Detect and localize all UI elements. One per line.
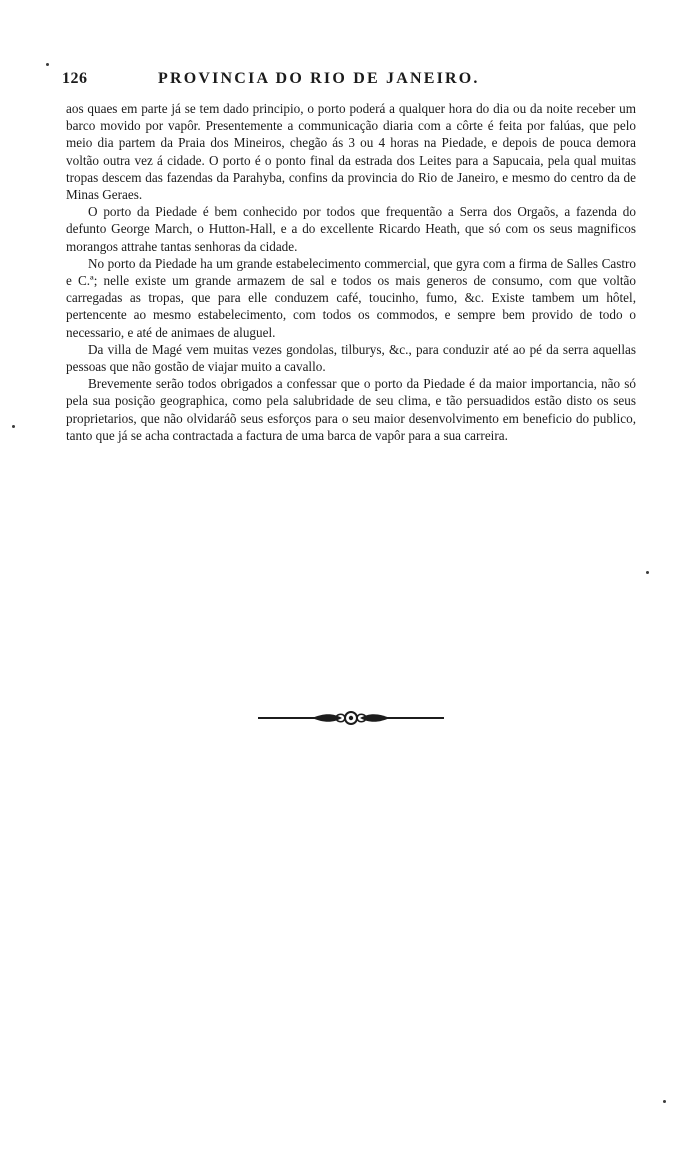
paragraph-villa-mage: Da villa de Magé vem muitas vezes gondolas, tilburys, &c., para conduzir até ao pé da serra aquellas pessoas que não gostão de viajar muito a cavallo. — [66, 341, 636, 375]
body-text — [66, 100, 636, 444]
paragraph-port-importance: Brevemente serão todos obrigados a confessar que o porto da Piedade é da maior importancia, não só pela sua posição geographica, como pela salubridade de seu clima, e tão persuadidos estão disto os seus proprietarios, que não olvidaráõ seus esforços para o seu maior desenvolvimento em beneficio do publico, tanto que já se acha contractada a factura de uma barca de vapôr para a sua carreira. — [66, 376, 636, 443]
paper-speck — [46, 63, 49, 66]
ornament-divider-icon — [258, 706, 444, 730]
paper-speck — [12, 425, 15, 428]
paper-speck — [646, 571, 649, 574]
paragraph-piedade-port: O porto da Piedade é bem conhecido por todos que frequentão a Serra dos Orgaõs, a fazenda do defunto George March, o Hutton-Hall, e a do excellente Ricardo Heath, que só com os seus magnificos morangos attrahe tantas senhoras da cidade. — [66, 204, 636, 254]
page-header — [62, 70, 636, 96]
paper-speck — [663, 1100, 666, 1103]
page-number: 126 — [62, 70, 88, 87]
paragraph-commercial-establishment: No porto da Piedade ha um grande estabelecimento commercial, que gyra com a firma de Salles Castro e C.ª; nelle existe um grande armazem de sal e todos os mais generos de consumo, com que voltão carregadas as tropas, que para elle conduzem café, toucinho, fumo, &c. Existe tambem um hôtel, pertencente ao mesmo estabelecimento, com todos os commodos, e sempre bem provido de todo o necessario, e até de animaes de aluguel. — [66, 255, 636, 340]
paragraph-continuation: aos quaes em parte já se tem dado principio, o porto poderá a qualquer hora do dia ou da noite receber um barco movido por vapôr. Presentemente a communicação diaria com a côrte é feita por falúas, que pelo meio dia partem da Praia dos Mineiros, chegão ás 3 ou 4 horas na Piedade, e depois de pouca demora voltão outra vez á cidade. O porto é o ponto final da estrada dos Leites para a Sapucaia, pela qual muitas tropas descem das fazendas da Parahyba, confins da provincia do Rio de Janeiro, e mesmo do centro da de Minas Geraes. — [66, 101, 636, 203]
running-title: PROVINCIA DO RIO DE JANEIRO. — [158, 70, 480, 87]
